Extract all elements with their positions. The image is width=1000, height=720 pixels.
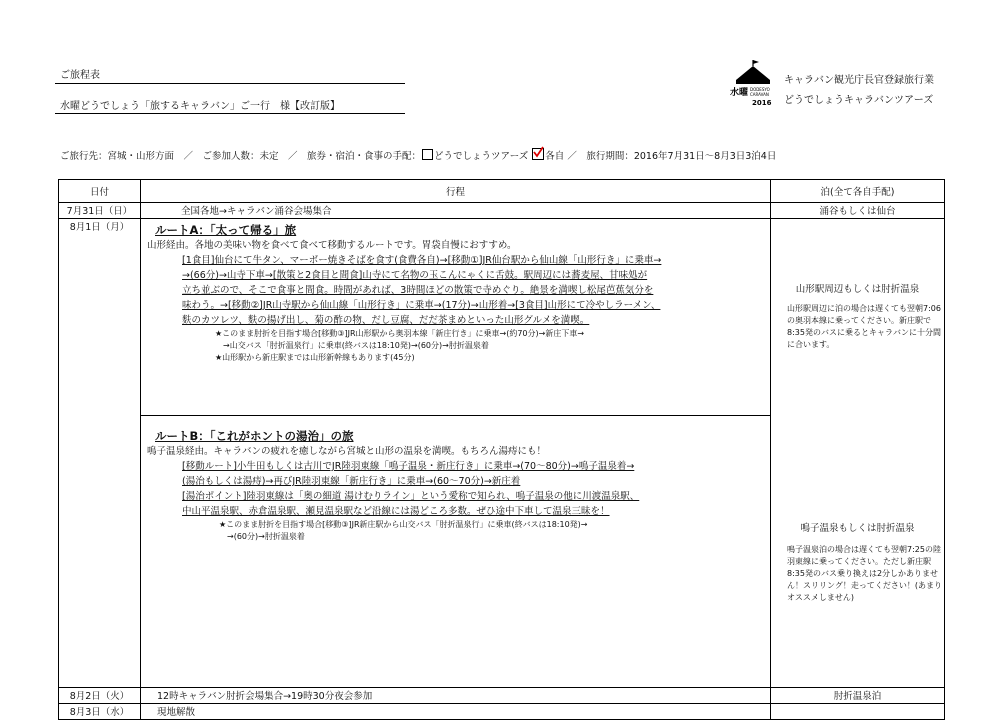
option-self: 各自 — [545, 151, 565, 162]
checkbox-unchecked-icon — [422, 149, 433, 160]
svg-text:水曜: 水曜 — [730, 88, 749, 98]
route-a-note: →山交バス「肘折温泉行」に乗車(終バスは18:10発)→(60分)→肘折温泉着 — [223, 341, 489, 350]
table-row-day2 — [59, 219, 945, 688]
row-itinerary: 12時キャラバン肘折会場集合→19時30分夜会参加 — [141, 688, 771, 704]
tent-icon — [728, 58, 778, 108]
header-date: 日付 — [59, 180, 141, 203]
route-b-line: [湯治ポイント]陸羽東線は「奥の細道 湯けむりライン」という愛称で知られ、鳴子温泉の他に川渡温泉駅、 — [182, 491, 640, 502]
route-b-block — [141, 428, 770, 593]
row-itinerary: 全国各地→キャラバン涌谷会場集合 — [141, 203, 771, 219]
table-row — [59, 203, 945, 219]
trip-period: ／ 旅行期間：2016年7月31日～8月3日3泊4日 — [567, 151, 777, 162]
itinerary-table — [58, 179, 945, 720]
table-header-row — [59, 180, 945, 203]
subtitle-underline — [55, 113, 405, 114]
route-a-line: 立ち並ぶので、そこで食事と間食。時間があれば、3時間ほどの散策で寺めぐり。絶景を満喫し松尾芭蕉気分を — [182, 285, 654, 296]
route-b-title: ルートB：「これがホントの湯治」の旅 — [155, 429, 354, 443]
svg-text:CARAVAN: CARAVAN — [750, 92, 769, 97]
route-a-intro: 山形経由。各地の美味い物を食べて食べて移動するルートです。胃袋自慢におすすめ。 — [147, 240, 517, 251]
row-date: 8月2日（火） — [59, 688, 141, 704]
route-b-line: [移動ルート]小牛田もしくは古川でJR陸羽東線「鳴子温泉・新庄行き」に乗車→(70～80分)→鳴子温泉着→ — [182, 461, 635, 472]
row-date: 7月31日（日） — [59, 203, 141, 219]
header-itinerary: 行程 — [141, 180, 771, 203]
doc-title: ご旅程表 — [60, 70, 100, 81]
svg-text:2016: 2016 — [752, 99, 772, 107]
route-b-intro: 鳴子温泉経由。キャラバンの疲れを癒しながら宮城と山形の温泉を満喫。もちろん湯痔にも！ — [147, 446, 547, 457]
route-b-note: ★このまま肘折を目指す場合[移動③]JR新庄駅から山交バス「肘折温泉行」に乗車(終バスは18:10発)→ — [219, 520, 588, 529]
route-b-lodging-note: 鳴子温泉泊の場合は遅くても翌朝7:25の陸羽東線に乗ってください。ただし新庄駅8:35発のバス乗り換えは2分しかありません！スリリング！走ってください！(あまりオススメしません) — [787, 545, 942, 602]
doc-subtitle: 水曜どうでしょう「旅するキャラバン」ご一行 様【改訂版】 — [60, 101, 340, 112]
row-lodging-routes — [771, 219, 945, 688]
table-row — [59, 688, 945, 704]
route-a-lodging-block — [771, 283, 944, 476]
svg-text:DODESYO: DODESYO — [750, 87, 770, 92]
trip-destination: ご旅行先：宮城・山形方面 ／ ご参加人数：未定 ／ 旅券・宿泊・食事の手配： — [60, 151, 422, 162]
row-itinerary-routes — [141, 219, 771, 688]
route-b-lodging: 鳴子温泉もしくは肘折温泉 — [800, 523, 915, 534]
route-a-note: ★このまま肘折を目指す場合[移動③]JR山形駅から奥羽本線「新庄行き」に乗車→(約70分)→新庄下車→ — [215, 329, 585, 338]
route-a-line: 麩のカツレツ、麩の揚げ出し、菊の酢の物、だし豆腐、だだ茶まめといった山形グルメを満喫。 — [182, 315, 590, 326]
agency-name: どうでしょうキャラバンツアーズ — [784, 95, 934, 106]
row-lodging: 肘折温泉泊 — [771, 688, 945, 704]
row-lodging: 涌谷もしくは仙台 — [771, 203, 945, 219]
row-date: 8月3日（水） — [59, 704, 141, 720]
route-b-note: →(60分)→肘折温泉着 — [227, 532, 305, 541]
checkbox-checked-icon — [532, 148, 544, 160]
route-a-line: 味わう。→[移動②]JR山寺駅から仙山線「山形行き」に乗車→(17分)→山形着→[3食目]山形にて冷やしラーメン、 — [182, 300, 661, 311]
route-b-line: (湯治もしくは湯痔)→再びJR陸羽東線「新庄行き」に乗車→(60～70分)→新庄着 — [182, 476, 521, 487]
route-b-lodging-block — [771, 522, 944, 687]
table-row — [59, 704, 945, 720]
route-a-block — [141, 222, 770, 416]
route-a-title: ルートA：「太って帰る」旅 — [155, 223, 297, 237]
trip-info — [60, 148, 776, 162]
route-a-lodging: 山形駅周辺もしくは肘折温泉 — [795, 284, 920, 295]
row-itinerary: 現地解散 — [141, 704, 771, 720]
row-date: 8月1日（月） — [59, 219, 141, 688]
option-tours: どうでしょうツアーズ — [434, 151, 529, 162]
caravan-logo — [728, 58, 778, 108]
route-a-line: →(66分)→山寺下車→[散策と2食目と間食]山寺にて名物の玉こんにゃくに舌鼓。駅周辺には蕎麦屋、甘味処が — [182, 270, 648, 281]
title-underline — [55, 83, 405, 84]
header-lodging: 泊(全て各自手配) — [771, 180, 945, 203]
route-b-line: 中山平温泉駅、赤倉温泉駅、瀬見温泉駅など沿線には湯どころ多数。ぜひ途中下車して温泉三昧を！ — [182, 506, 610, 517]
route-a-lodging-note: 山形駅周辺に泊の場合は遅くても翌朝7:06の奥羽本線に乗ってください。新庄駅で8:35発のバスに乗るとキャラバンに十分間に合います。 — [787, 304, 941, 349]
row-lodging — [771, 704, 945, 720]
agency-registration: キャラバン観光庁長官登録旅行業 — [784, 75, 934, 86]
route-a-line: [1食目]仙台にて牛タン、マーボー焼きそばを食す(食費各自)→[移動①]JR仙台駅から仙山線「山形行き」に乗車→ — [182, 255, 662, 266]
route-a-note: ★山形駅から新庄駅までは山形新幹線もあります(45分) — [215, 353, 415, 362]
